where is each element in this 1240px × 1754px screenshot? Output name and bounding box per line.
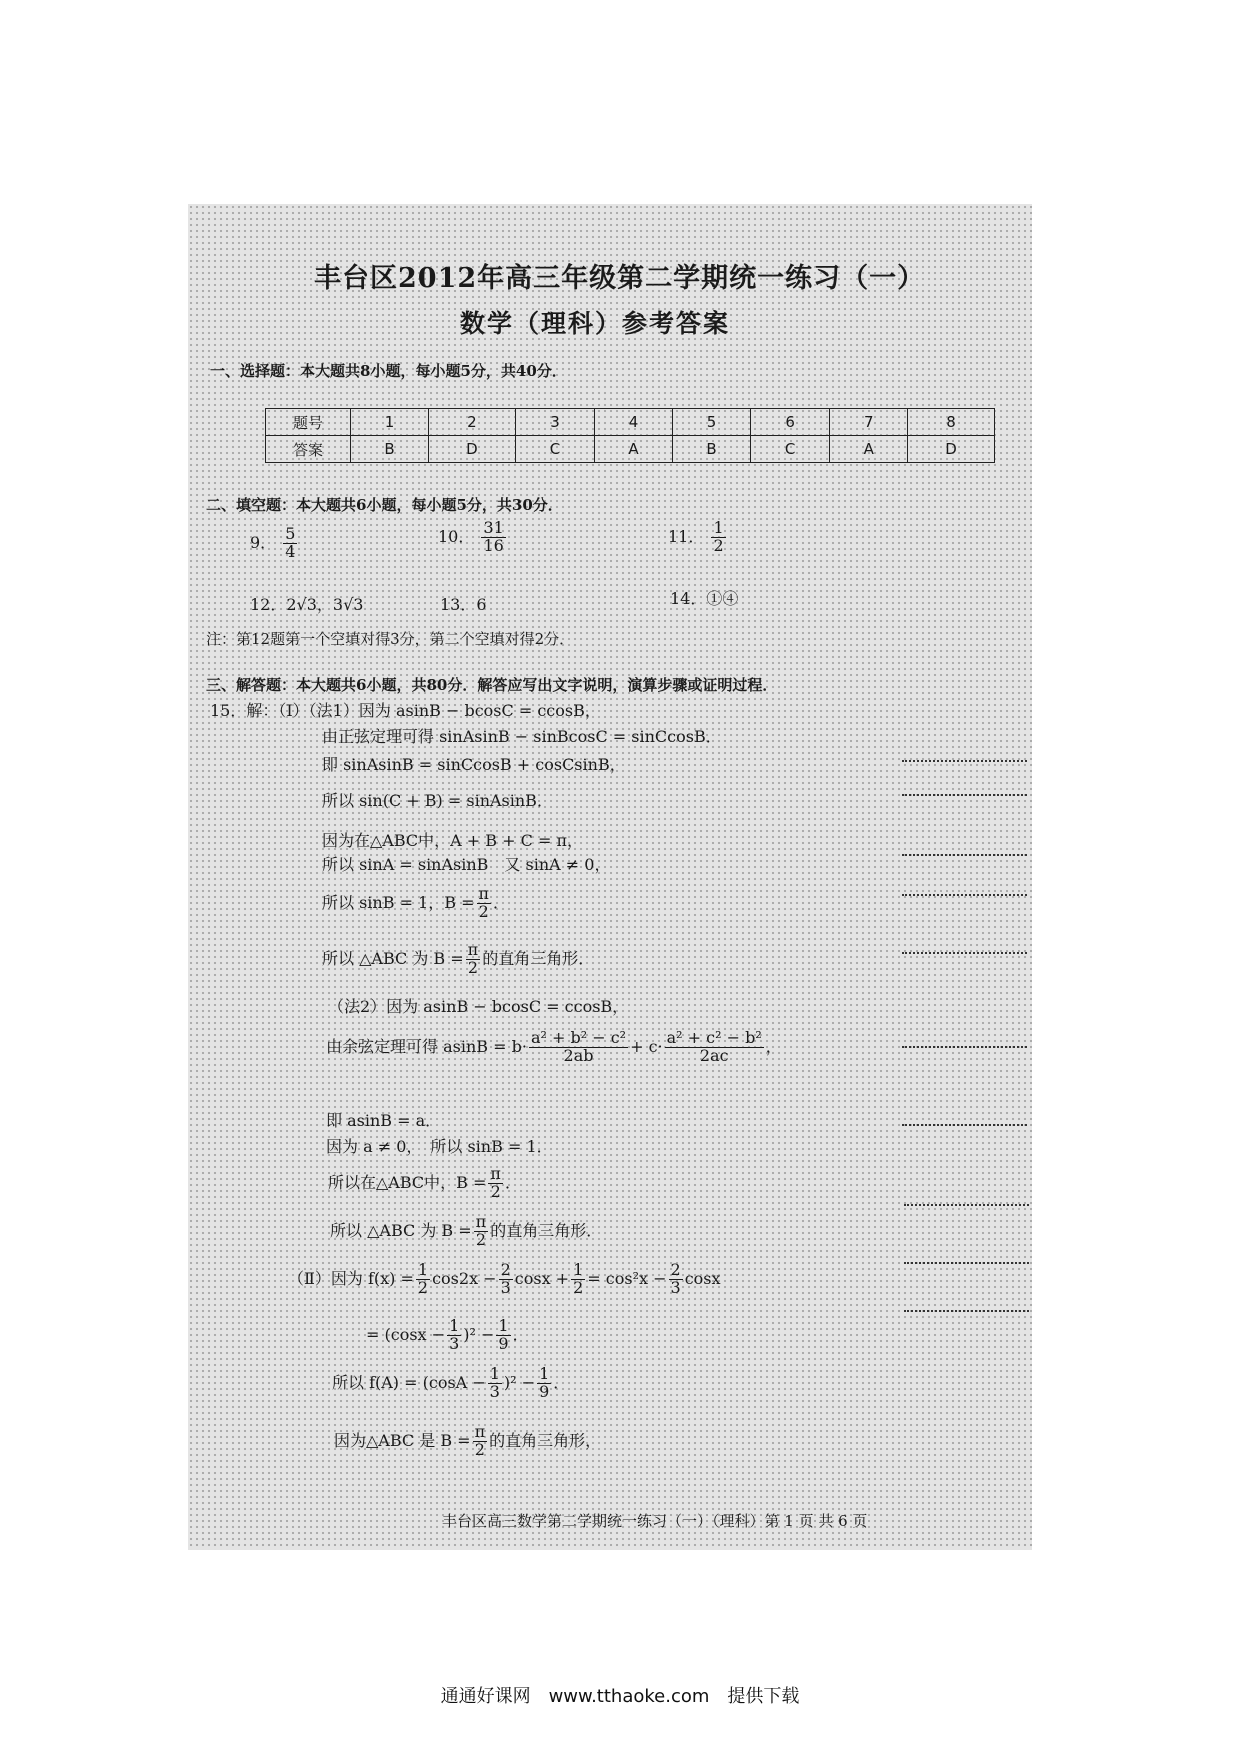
table-cell: 4 (595, 409, 673, 436)
denominator: 2 (490, 1181, 501, 1201)
fraction (571, 1262, 585, 1297)
math-text: 所以在△ABC中，B = (328, 1172, 487, 1192)
answer-table (265, 408, 995, 463)
table-cell: B (351, 436, 429, 463)
answer-label: 9． (250, 532, 277, 552)
score-dots (902, 1046, 1027, 1048)
score-dots (902, 952, 1027, 954)
math-text: ， (765, 1036, 782, 1056)
denominator: 16 (483, 535, 504, 555)
math-text: 的直角三角形， (489, 1430, 602, 1450)
denominator: 3 (449, 1333, 460, 1353)
solution-line: 由正弦定理可得 sinAsinB − sinBcosC = sinCcosB． (322, 727, 722, 746)
math-text: ． (553, 1372, 570, 1392)
numerator: 1 (713, 518, 724, 537)
table-cell: D (908, 436, 995, 463)
math-text: 的直角三角形． (482, 948, 595, 968)
denominator: 9 (539, 1381, 550, 1401)
answer-10 (438, 520, 508, 555)
table-cell: B (672, 436, 750, 463)
answer-9 (250, 526, 299, 561)
score-dots (902, 1124, 1027, 1126)
site-footer: 通通好课网 www.tthaoke.com 提供下载 (440, 1686, 800, 1707)
table-header-cell: 题号 (266, 409, 351, 436)
math-text: = cos²x − (587, 1268, 667, 1288)
score-dots (904, 1262, 1029, 1264)
numerator: 31 (483, 518, 504, 537)
solution-line (288, 1262, 721, 1297)
page-subtitle: 数学（理科）参考答案 (460, 309, 731, 338)
denominator: 3 (489, 1381, 500, 1401)
math-text: )² − (503, 1372, 536, 1392)
denominator: 2 (417, 1277, 429, 1297)
fraction (669, 1262, 683, 1297)
score-dots (904, 1310, 1029, 1312)
math-text: ． (493, 892, 510, 912)
denominator: 2 (478, 901, 489, 921)
solution-line (330, 1214, 602, 1249)
table-cell: 8 (908, 409, 995, 436)
fraction (477, 886, 492, 921)
table-row (266, 436, 995, 463)
answer-11 (668, 520, 728, 555)
answer-label: 11． (668, 526, 705, 546)
solution-line: 即 sinAsinB = sinCcosB + cosCsinB， (322, 755, 626, 774)
page-title: 丰台区2012年高三年级第二学期统一练习（一） (314, 263, 926, 294)
fraction (466, 942, 481, 977)
math-text: cosx + (514, 1268, 570, 1288)
math-text: 所以 f(A) = (cosA − (332, 1372, 486, 1392)
table-cell: 1 (351, 409, 429, 436)
fraction (496, 1318, 510, 1353)
solution-line (328, 1166, 521, 1201)
solution-line (332, 1366, 569, 1401)
section-choice-heading: 一、选择题：本大题共8小题，每小题5分，共40分． (210, 362, 567, 380)
denominator: 2 (475, 1229, 487, 1249)
denominator: 2 (467, 957, 479, 977)
solution-line: 因为在△ABC中，A + B + C = π， (322, 831, 583, 850)
solution-line (322, 886, 509, 921)
denominator: 2ab (563, 1045, 594, 1065)
math-text: cosx (684, 1268, 721, 1288)
math-text: + c· (630, 1036, 663, 1056)
fraction (711, 520, 725, 555)
answer-13: 13．6 (440, 595, 487, 614)
score-dots (902, 854, 1027, 856)
fraction (488, 1366, 502, 1401)
table-header-cell: 答案 (266, 436, 351, 463)
numerator: 5 (285, 524, 296, 543)
math-text: cos2x − (432, 1268, 497, 1288)
math-text: 的直角三角形． (490, 1220, 603, 1240)
math-text: 所以 △ABC 为 B = (330, 1220, 472, 1240)
scanned-page (188, 204, 1032, 1550)
math-text: 由余弦定理可得 asinB = b· (326, 1036, 527, 1056)
math-text: ． (504, 1172, 521, 1192)
math-text: 因为△ABC 是 B = (334, 1430, 471, 1450)
denominator: 2 (713, 535, 724, 555)
numerator: π (467, 940, 479, 959)
table-cell: C (515, 436, 594, 463)
denominator: 2ac (699, 1045, 729, 1065)
solution-line: 15．解：（Ⅰ）（法1）因为 asinB − bcosC = ccosB， (210, 701, 601, 720)
table-cell: D (429, 436, 516, 463)
math-text: = (cosx − (366, 1324, 446, 1344)
fraction (665, 1030, 764, 1065)
score-dots (902, 794, 1027, 796)
denominator: 9 (498, 1333, 509, 1353)
solution-line (366, 1318, 529, 1353)
score-dots (904, 1204, 1029, 1206)
numerator: π (474, 1422, 486, 1441)
fraction (416, 1262, 430, 1297)
math-text: 所以 sinB = 1，B = (322, 892, 475, 912)
numerator: a² + b² − c² (530, 1028, 627, 1047)
score-dots (902, 760, 1027, 762)
fraction (473, 1424, 488, 1459)
denominator: 3 (500, 1277, 511, 1297)
fraction (474, 1214, 489, 1249)
numerator: π (478, 884, 490, 903)
table-cell: C (751, 436, 830, 463)
solution-line: 即 asinB = a． (326, 1111, 442, 1130)
score-dots (902, 894, 1027, 896)
math-text: ． (512, 1324, 529, 1344)
fraction (283, 526, 297, 561)
solution-line: 因为 a ≠ 0， 所以 sinB = 1． (326, 1137, 553, 1156)
numerator: 1 (539, 1364, 550, 1383)
table-cell: 2 (429, 409, 516, 436)
solution-line (322, 942, 594, 977)
table-cell: 6 (751, 409, 830, 436)
numerator: 1 (573, 1260, 584, 1279)
note: 注：第12题第一个空填对得3分，第二个空填对得2分． (206, 630, 575, 648)
fraction (447, 1318, 461, 1353)
section-fill-heading: 二、填空题：本大题共6小题，每小题5分，共30分． (206, 496, 563, 514)
denominator: 3 (670, 1277, 681, 1297)
numerator: 2 (670, 1260, 681, 1279)
numerator: π (490, 1164, 501, 1183)
numerator: 2 (500, 1260, 511, 1279)
denominator: 2 (474, 1439, 485, 1459)
answer-12: 12．2√3，3√3 (250, 595, 364, 614)
fraction (499, 1262, 513, 1297)
table-cell: A (595, 436, 673, 463)
answer-14: 14．①④ (670, 589, 739, 608)
table-row (266, 409, 995, 436)
numerator: 1 (498, 1316, 509, 1335)
fraction (481, 520, 505, 555)
solution-line: 所以 sin(C + B) = sinAsinB． (322, 791, 553, 810)
denominator: 4 (285, 541, 296, 561)
answer-label: 10． (438, 526, 475, 546)
numerator: 1 (449, 1316, 460, 1335)
page-footer: 丰台区高三数学第二学期统一练习（一）（理科）第 1 页 共 6 页 (442, 1512, 868, 1530)
math-text: 所以 △ABC 为 B = (322, 948, 464, 968)
fraction (488, 1166, 503, 1201)
numerator: π (475, 1212, 487, 1231)
solution-line: 所以 sinA = sinAsinB 又 sinA ≠ 0， (322, 855, 611, 874)
denominator: 2 (573, 1277, 584, 1297)
solution-line (334, 1424, 601, 1459)
fraction (529, 1030, 628, 1065)
numerator: 1 (417, 1260, 429, 1279)
solution-line: （法2）因为 asinB − bcosC = ccosB， (328, 997, 629, 1016)
table-cell: 5 (672, 409, 750, 436)
table-cell: A (830, 436, 908, 463)
fraction (537, 1366, 551, 1401)
numerator: a² + c² − b² (666, 1028, 762, 1047)
solution-line (326, 1030, 782, 1065)
table-cell: 7 (830, 409, 908, 436)
table-cell: 3 (515, 409, 594, 436)
math-text: （Ⅱ）因为 f(x) = (288, 1268, 414, 1288)
numerator: 1 (489, 1364, 500, 1383)
section-solution-heading: 三、解答题：本大题共6小题，共80分．解答应写出文字说明，演算步骤或证明过程． (206, 676, 778, 694)
math-text: )² − (463, 1324, 495, 1344)
